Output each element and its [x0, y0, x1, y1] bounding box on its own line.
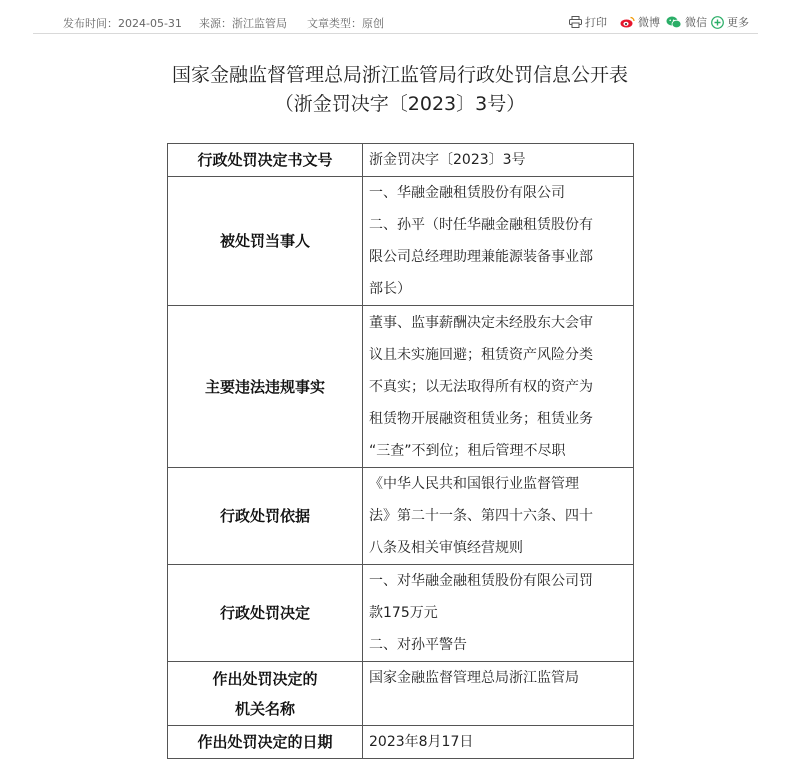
page-title: 国家金融监督管理总局浙江监管局行政处罚信息公开表: [171, 64, 628, 86]
publish-date: 发布时间：2024-05-31: [63, 17, 182, 30]
table-row: [168, 662, 634, 726]
row-label: 行政处罚决定: [168, 565, 363, 662]
wechat-label: 微信: [685, 16, 707, 29]
plus-circle-icon: [711, 16, 724, 29]
table-row: [168, 144, 634, 177]
wechat-icon: [666, 16, 682, 29]
row-value: 一、华融金融租赁股份有限公司 二、孙平（时任华融金融租赁股份有 限公司总经理助理兼能源装备事业部 部长）: [363, 177, 634, 306]
row-value: 国家金融监督管理总局浙江监管局: [363, 662, 634, 726]
printer-icon: [569, 16, 582, 28]
page-subtitle: （浙金罚决字〔2023〕3号）: [274, 93, 526, 115]
weibo-label: 微博: [638, 16, 660, 29]
table-row: [168, 177, 634, 306]
print-button[interactable]: [569, 14, 607, 30]
row-label: 行政处罚决定书文号: [168, 144, 363, 177]
row-label: 行政处罚依据: [168, 468, 363, 565]
article-meta-bar: [33, 12, 758, 34]
row-label: 主要违法违规事实: [168, 306, 363, 468]
row-value: 一、对华融金融租赁股份有限公司罚 款175万元 二、对孙平警告: [363, 565, 634, 662]
row-label: 作出处罚决定的日期: [168, 726, 363, 759]
share-more-button[interactable]: [711, 14, 749, 30]
row-label: 被处罚当事人: [168, 177, 363, 306]
share-weibo-button[interactable]: [620, 14, 660, 30]
penalty-info-table: [167, 143, 634, 759]
table-row: [168, 565, 634, 662]
table-row: [168, 306, 634, 468]
row-value: 浙金罚决字〔2023〕3号: [363, 144, 634, 177]
row-label: 作出处罚决定的 机关名称: [168, 662, 363, 726]
print-label: 打印: [585, 16, 607, 29]
row-value: 《中华人民共和国银行业监督管理 法》第二十一条、第四十六条、四十 八条及相关审慎经营规则: [363, 468, 634, 565]
weibo-icon: [620, 16, 635, 28]
table-row: [168, 468, 634, 565]
table-row: [168, 726, 634, 759]
share-wechat-button[interactable]: [666, 14, 707, 30]
more-label: 更多: [727, 16, 749, 29]
source: 来源：浙江监管局: [199, 17, 287, 30]
row-value: 2023年8月17日: [363, 726, 634, 759]
article-type: 文章类型：原创: [307, 17, 384, 30]
row-value: 董事、监事薪酬决定未经股东大会审 议且未实施回避；租赁资产风险分类 不真实；以无法取得所有权的资产为 租赁物开展融资租赁业务；租赁业务 “三查”不到位；租后管理不尽职: [363, 306, 634, 468]
